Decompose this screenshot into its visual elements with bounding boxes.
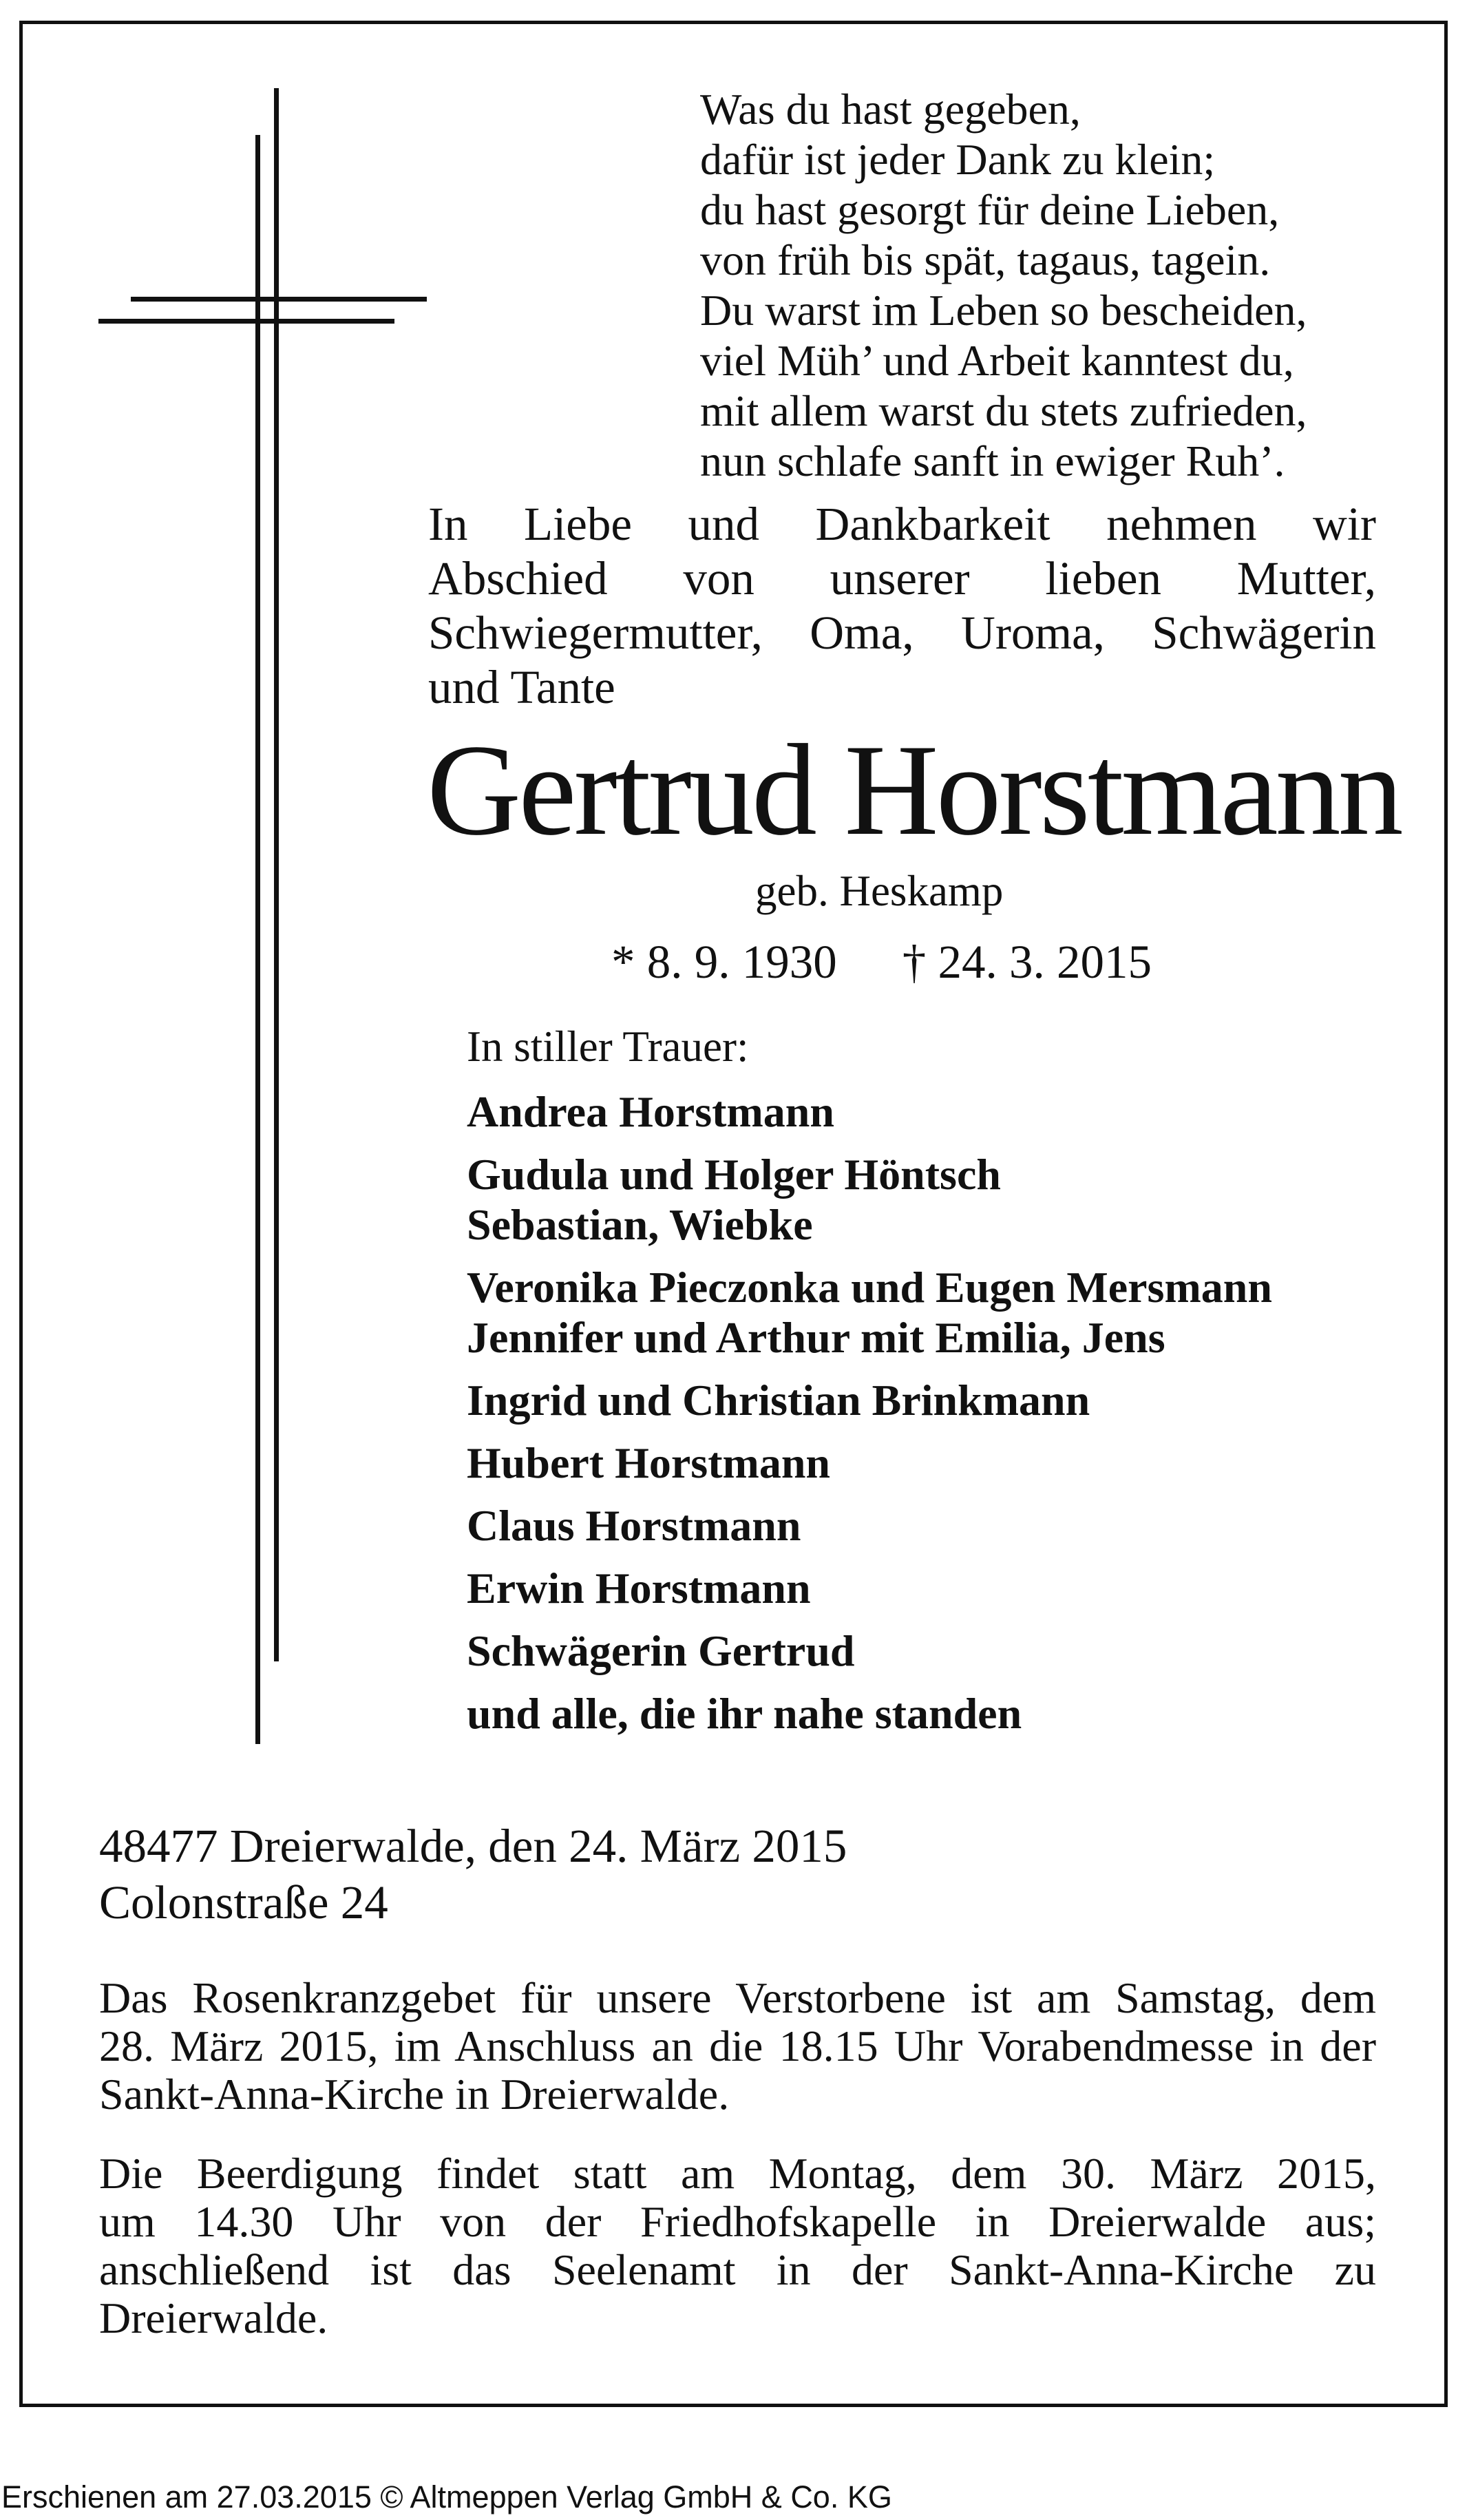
- cross-vertical-beam-shadow: [274, 88, 279, 1661]
- mourner-group: [467, 1149, 1389, 1250]
- mourner-group: [467, 1375, 1389, 1425]
- mourner-group: [467, 1563, 1389, 1613]
- rosary-notice: [99, 1974, 1376, 2119]
- cross-horizontal-beam-shadow: [98, 319, 394, 324]
- mourner-name: Andrea Horstmann: [467, 1087, 834, 1136]
- birth-name: geb. Heskamp: [755, 867, 1004, 915]
- rosary-line: 28. März 2015, im Anschluss an die 18.15 Uhr Vorabendmesse in der: [99, 2022, 1376, 2070]
- mourner-name: Veronika Pieczonka und Eugen Mersmann: [467, 1263, 1272, 1312]
- mourner-name: Gudula und Holger Höntsch: [467, 1150, 1001, 1199]
- mourner-name: Sebastian, Wiebke: [467, 1200, 813, 1249]
- intro-text: [428, 497, 1376, 715]
- birth-date: * 8. 9. 1930: [611, 936, 837, 988]
- mourner-name: Schwägerin Gertrud: [467, 1626, 855, 1675]
- funeral-line: Die Beerdigung findet statt am Montag, dem 30. März 2015,: [99, 2149, 1376, 2198]
- poem-line: mit allem warst du stets zufrieden,: [700, 386, 1307, 435]
- mourner-name: und alle, die ihr nahe standen: [467, 1689, 1022, 1738]
- intro-line: Abschied von unserer lieben Mutter,: [428, 552, 1376, 605]
- poem-line: viel Müh’ und Arbeit kanntest du,: [700, 336, 1294, 385]
- funeral-notice: [99, 2150, 1376, 2342]
- poem-line: nun schlafe sanft in ewiger Ruh’.: [700, 437, 1285, 485]
- cross-vertical-beam: [255, 135, 260, 1744]
- intro-line: und Tante: [428, 661, 615, 713]
- mourner-name: Claus Horstmann: [467, 1501, 801, 1550]
- intro-line: Schwiegermutter, Oma, Uroma, Schwägerin: [428, 607, 1376, 659]
- rosary-line: Das Rosenkranzgebet für unsere Verstorbene ist am Samstag, dem: [99, 1973, 1376, 2022]
- poem: [700, 84, 1395, 486]
- mourner-group: [467, 1438, 1389, 1488]
- mourner-group: [467, 1626, 1389, 1676]
- poem-line: dafür ist jeder Dank zu klein;: [700, 135, 1216, 184]
- deceased-name: Gertrud Horstmann: [427, 718, 1401, 863]
- funeral-line: Dreierwalde.: [99, 2293, 328, 2342]
- poem-line: Was du hast gegeben,: [700, 85, 1081, 134]
- cross-horizontal-beam: [131, 297, 427, 302]
- mourner-group: [467, 1500, 1389, 1551]
- rosary-line: Sankt-Anna-Kirche in Dreierwalde.: [99, 2070, 730, 2119]
- street-address: Colonstraße 24: [99, 1876, 388, 1929]
- poem-line: von früh bis spät, tagaus, tagein.: [700, 235, 1271, 284]
- poem-line: Du warst im Leben so bescheiden,: [700, 286, 1307, 335]
- funeral-line: um 14.30 Uhr von der Friedhofskapelle in Dreierwalde aus;: [99, 2197, 1376, 2246]
- publication-footer: Erschienen am 27.03.2015 © Altmeppen Verlag GmbH & Co. KG: [1, 2479, 892, 2514]
- funeral-line: anschließend ist das Seelenamt in der Sankt-Anna-Kirche zu: [99, 2245, 1376, 2294]
- mourner-name: Ingrid und Christian Brinkmann: [467, 1376, 1090, 1425]
- mourner-name: Hubert Horstmann: [467, 1438, 830, 1487]
- mourner-group: [467, 1086, 1389, 1137]
- mourner-name: Jennifer und Arthur mit Emilia, Jens: [467, 1313, 1165, 1362]
- mourning-label: In stiller Trauer:: [467, 1022, 749, 1071]
- poem-line: du hast gesorgt für deine Lieben,: [700, 185, 1280, 234]
- intro-line: In Liebe und Dankbarkeit nehmen wir: [428, 498, 1376, 550]
- mourner-group: [467, 1688, 1389, 1739]
- mourner-group: [467, 1262, 1389, 1363]
- address-block: [99, 1818, 847, 1931]
- life-dates: [611, 935, 1152, 989]
- mourners-list: [467, 1086, 1389, 1751]
- death-date: † 24. 3. 2015: [902, 936, 1152, 988]
- mourner-name: Erwin Horstmann: [467, 1564, 811, 1613]
- place-date: 48477 Dreierwalde, den 24. März 2015: [99, 1820, 847, 1872]
